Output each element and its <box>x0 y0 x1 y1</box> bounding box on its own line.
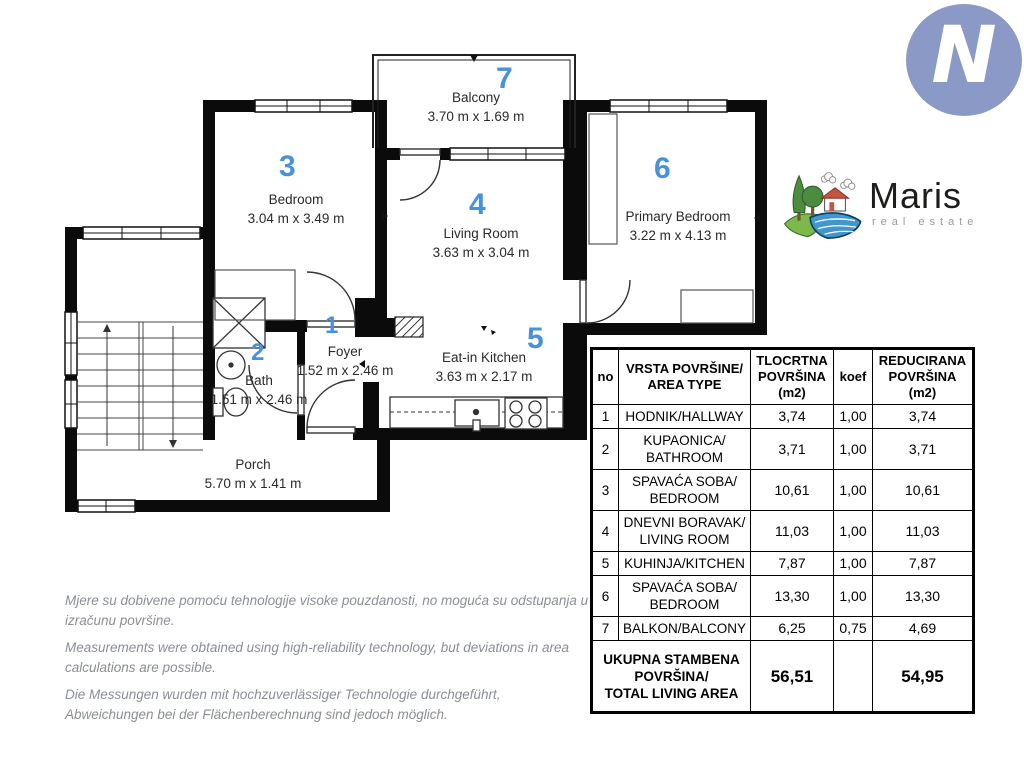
window-primary-bedroom <box>610 100 727 112</box>
cell-reduced: 4,69 <box>873 617 974 641</box>
cell-line: AREA TYPE <box>647 377 722 392</box>
kitchen-sink-icon <box>455 400 499 431</box>
area-table-body <box>592 405 974 713</box>
cell-area-type <box>619 576 751 617</box>
disclaimer <box>65 591 590 732</box>
n-logo-letter: N <box>931 11 997 101</box>
room-number-7: 7 <box>496 62 513 95</box>
window-stairwell-left-1 <box>65 312 77 375</box>
maris-tagline: real estate <box>872 216 979 228</box>
header-reduced-area <box>873 349 974 405</box>
header-no: no <box>592 349 619 405</box>
header-koef: koef <box>834 349 873 405</box>
room-dimensions: 3.63 m x 3.04 m <box>432 245 530 260</box>
room-name: Porch <box>235 457 271 472</box>
total-koef <box>834 641 873 713</box>
room-name: Bedroom <box>268 192 324 207</box>
header-area-type <box>619 349 751 405</box>
stairs <box>77 322 203 450</box>
cell-no: 7 <box>592 617 619 641</box>
door-balcony <box>400 149 440 200</box>
stairs-up-arrow <box>103 324 111 332</box>
table-row <box>592 405 974 429</box>
total-row <box>592 641 974 713</box>
window-stairwell-top <box>83 227 200 239</box>
total-label <box>592 641 751 713</box>
cell-line: SPAVAĆA SOBA/ <box>631 474 738 489</box>
room-number-4: 4 <box>469 188 486 221</box>
table-row <box>592 429 974 470</box>
room-name: Primary Bedroom <box>625 209 731 224</box>
cell-line: POVRŠINA <box>758 369 826 384</box>
room-label-bath <box>209 371 309 409</box>
room-label-kitchen <box>394 348 574 386</box>
maris-name: Maris <box>869 175 962 216</box>
cell-koef: 1,00 <box>834 405 873 429</box>
cell-reduced: 3,71 <box>873 429 974 470</box>
table-row <box>592 511 974 552</box>
room-name: Eat-in Kitchen <box>441 350 527 365</box>
maris-wordmark <box>869 175 979 228</box>
table-row <box>592 576 974 617</box>
room-dimensions: 3.04 m x 3.49 m <box>247 211 345 226</box>
room-name: Foyer <box>327 344 363 359</box>
cell-line: BATHROOM <box>646 450 723 465</box>
n-circle-logo-icon <box>906 4 1022 116</box>
cell-gross: 3,74 <box>751 405 834 429</box>
cell-area-type <box>619 617 751 641</box>
cell-reduced: 13,30 <box>873 576 974 617</box>
maris-emblem-icon <box>783 166 863 240</box>
sink-drain <box>229 363 233 367</box>
window-stairwell-left-2 <box>65 380 77 428</box>
disclaimer-de: Die Messungen wurden mit hochzuverlässiger Technologie durchgeführt, Abweichungen bei der Flächenberechnung sind jedoch möglich. <box>65 687 501 722</box>
table-row <box>592 617 974 641</box>
cell-line: REDUCIRANA <box>878 353 967 368</box>
cell-line: (m2) <box>908 385 937 400</box>
cell-line: SPAVAĆA SOBA/ <box>631 580 738 595</box>
window-bedroom3 <box>255 100 352 112</box>
disclaimer-hr: Mjere su dobivene pomoću tehnologije visoke pouzdanosti, no moguća su odstupanja u izračunu površine. <box>65 593 589 628</box>
cell-reduced: 11,03 <box>873 511 974 552</box>
room-label-porch <box>193 455 313 493</box>
total-reduced: 54,95 <box>873 641 974 713</box>
room-label-primary-bedroom <box>588 207 768 245</box>
room-dimensions: 3.63 m x 2.17 m <box>435 369 533 384</box>
cell-reduced: 3,74 <box>873 405 974 429</box>
house <box>821 188 848 211</box>
header-gross-area <box>751 349 834 405</box>
room-dimensions: 1.52 m x 2.46 m <box>296 363 394 378</box>
room-name: Living Room <box>443 226 519 241</box>
cell-koef: 1,00 <box>834 470 873 511</box>
cell-koef: 0,75 <box>834 617 873 641</box>
room-dimensions: 3.70 m x 1.69 m <box>427 109 525 124</box>
clouds <box>821 173 855 190</box>
cell-koef: 1,00 <box>834 552 873 576</box>
room-dimensions: 3.22 m x 4.13 m <box>629 228 727 243</box>
cell-gross: 13,30 <box>751 576 834 617</box>
room-dimensions: 1.51 m x 2.46 m <box>210 392 308 407</box>
cell-line: KUPAONICA/ <box>643 433 726 448</box>
cell-no: 3 <box>592 470 619 511</box>
room-name: Bath <box>245 373 273 388</box>
stove-icon <box>505 398 547 429</box>
cell-line: HODNIK/HALLWAY <box>625 409 744 424</box>
window-porch <box>78 500 135 512</box>
room-label-living-room <box>391 224 571 262</box>
room-number-5: 5 <box>527 322 544 355</box>
cell-gross: 10,61 <box>751 470 834 511</box>
cell-no: 6 <box>592 576 619 617</box>
window-living <box>450 148 565 160</box>
cell-area-type <box>619 405 751 429</box>
cell-line: TLOCRTNA <box>756 353 828 368</box>
bed-primary-bedroom <box>681 290 753 323</box>
stairs-down-arrow <box>169 440 177 448</box>
cell-reduced: 7,87 <box>873 552 974 576</box>
cell-reduced: 10,61 <box>873 470 974 511</box>
cell-gross: 11,03 <box>751 511 834 552</box>
cell-area-type <box>619 552 751 576</box>
total-gross: 56,51 <box>751 641 834 713</box>
cell-line: BALKON/BALCONY <box>622 621 747 636</box>
room-number-3: 3 <box>279 150 296 183</box>
shaft-hatch <box>395 317 423 337</box>
room-number-1: 1 <box>325 312 339 339</box>
room-number-2: 2 <box>251 339 265 366</box>
cell-line: POVRŠINA/ <box>634 668 709 684</box>
cell-area-type <box>619 511 751 552</box>
cell-line: VRSTA POVRŠINE/ <box>625 361 744 376</box>
cell-line: (m2) <box>778 385 806 400</box>
maris-logo <box>783 166 978 240</box>
cell-line: BEDROOM <box>649 597 720 612</box>
room-label-bedroom3 <box>206 190 386 228</box>
cell-line: UKUPNA STAMBENA <box>603 651 740 667</box>
room-number-6: 6 <box>654 152 671 185</box>
cell-no: 1 <box>592 405 619 429</box>
cell-area-type <box>619 429 751 470</box>
cell-line: LIVING ROOM <box>639 532 730 547</box>
cell-no: 2 <box>592 429 619 470</box>
cell-no: 5 <box>592 552 619 576</box>
cell-gross: 3,71 <box>751 429 834 470</box>
door-porch <box>307 380 355 433</box>
area-table <box>590 347 975 714</box>
cell-gross: 6,25 <box>751 617 834 641</box>
round-tree <box>802 186 823 216</box>
cell-line: KUHINJA/KITCHEN <box>624 556 745 571</box>
cell-koef: 1,00 <box>834 511 873 552</box>
cell-line: TOTAL LIVING AREA <box>604 685 739 701</box>
header-row <box>592 349 974 405</box>
room-name: Balcony <box>451 90 501 105</box>
cell-line: DNEVNI BORAVAK/ <box>623 515 746 530</box>
room-label-foyer <box>295 342 395 380</box>
cell-koef: 1,00 <box>834 429 873 470</box>
disclaimer-en: Measurements were obtained using high-reliability technology, but deviations in area calculations are possible. <box>65 640 570 675</box>
table-row <box>592 470 974 511</box>
cell-line: POVRŠINA <box>888 369 957 384</box>
cell-area-type <box>619 470 751 511</box>
cell-no: 4 <box>592 511 619 552</box>
area-table-header <box>592 349 974 405</box>
cell-gross: 7,87 <box>751 552 834 576</box>
room-dimensions: 5.70 m x 1.41 m <box>204 476 302 491</box>
door-primary-bedroom <box>580 280 630 323</box>
kitchen-fixtures <box>390 397 563 431</box>
room-label-balcony <box>386 88 566 126</box>
table-row <box>592 552 974 576</box>
cell-line: BEDROOM <box>649 491 720 506</box>
cell-koef: 1,00 <box>834 576 873 617</box>
